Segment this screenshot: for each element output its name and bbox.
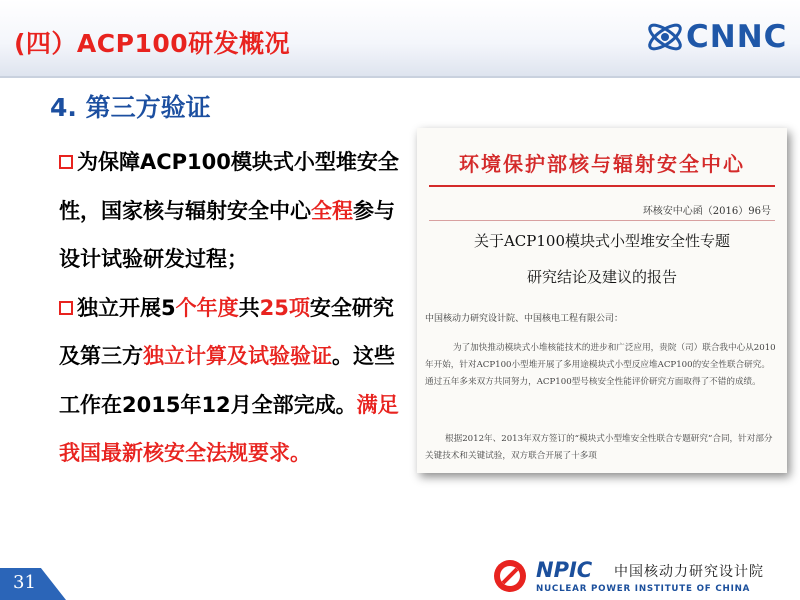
npic-english-name: NUCLEAR POWER INSTITUTE OF CHINA: [536, 584, 751, 594]
document-title-line2: 研究结论及建议的报告: [526, 268, 677, 286]
npic-chinese-name: 中国核动力研究设计院: [614, 564, 764, 580]
body-p2-text-3: 安全研究及第三方: [59, 295, 394, 368]
slide-title: (四）ACP100研发概况: [14, 29, 291, 58]
npic-logo: [490, 556, 790, 598]
body-p2-highlight-3: 独立计算及试验验证: [143, 344, 332, 368]
document-paragraph-1: 为了加快推动模块式小堆核能技术的进步和广泛应用，贵院（司）联合我中心从2010年开始，针对ACP100小型堆开展了多用途模块式小型反应堆ACP100的安全性联合研究。通过五年多来双方共同努力，ACP100型号核安全性能评价研究方面取得了不错的成绩。: [425, 343, 776, 387]
body-p2-text-1: 独立开展5: [77, 295, 176, 320]
section-heading: 4. 第三方验证: [50, 93, 211, 122]
checkbox-bullet-icon: [59, 155, 73, 169]
document-image: [417, 128, 787, 473]
header-divider: [0, 76, 800, 78]
document-rule: [429, 220, 775, 221]
body-p2-highlight-1: 个年度: [175, 295, 239, 320]
body-p2-text-4: 。这些工作在2015年12月全部完成。: [59, 344, 395, 417]
document-number: 环核安中心函（2016）96号: [642, 206, 771, 217]
document-organization: 环境保护部核与辐射安全中心: [459, 152, 745, 176]
document-title-line1: 关于ACP100模块式小型堆安全性专题: [473, 232, 731, 250]
body-p2-highlight-2: 25项: [259, 295, 310, 320]
body-p1-text-2: 参与设计试验研发过程；: [59, 198, 395, 271]
cnnc-logo-text: CNNC: [686, 19, 788, 55]
npic-emblem-icon: [490, 556, 530, 596]
body-p1-text-1: 为保障ACP100模块式小型堆安全性，国家核与辐射安全中心: [59, 150, 399, 223]
body-text: [59, 138, 399, 478]
page-number: 31: [13, 572, 36, 593]
document-red-rule: [429, 185, 775, 187]
body-p1-highlight-1: 全程: [311, 198, 353, 223]
body-p2-highlight-4: 满足我国最新核安全法规要求。: [59, 392, 399, 465]
atom-icon: [644, 16, 686, 58]
npic-logo-text: NPIC: [536, 558, 593, 582]
body-p2-text-2: 共: [238, 295, 260, 320]
checkbox-bullet-icon: [59, 301, 73, 315]
document-paragraph-2: 根据2012年、2013年双方签订的“模块式小型堆安全性联合专题研究”合同，针对部分关键技术和关键试验，双方联合开展了十多项: [425, 434, 773, 461]
document-addressee: 中国核动力研究设计院、中国核电工程有限公司：: [425, 314, 624, 324]
cnnc-logo: [644, 16, 792, 60]
